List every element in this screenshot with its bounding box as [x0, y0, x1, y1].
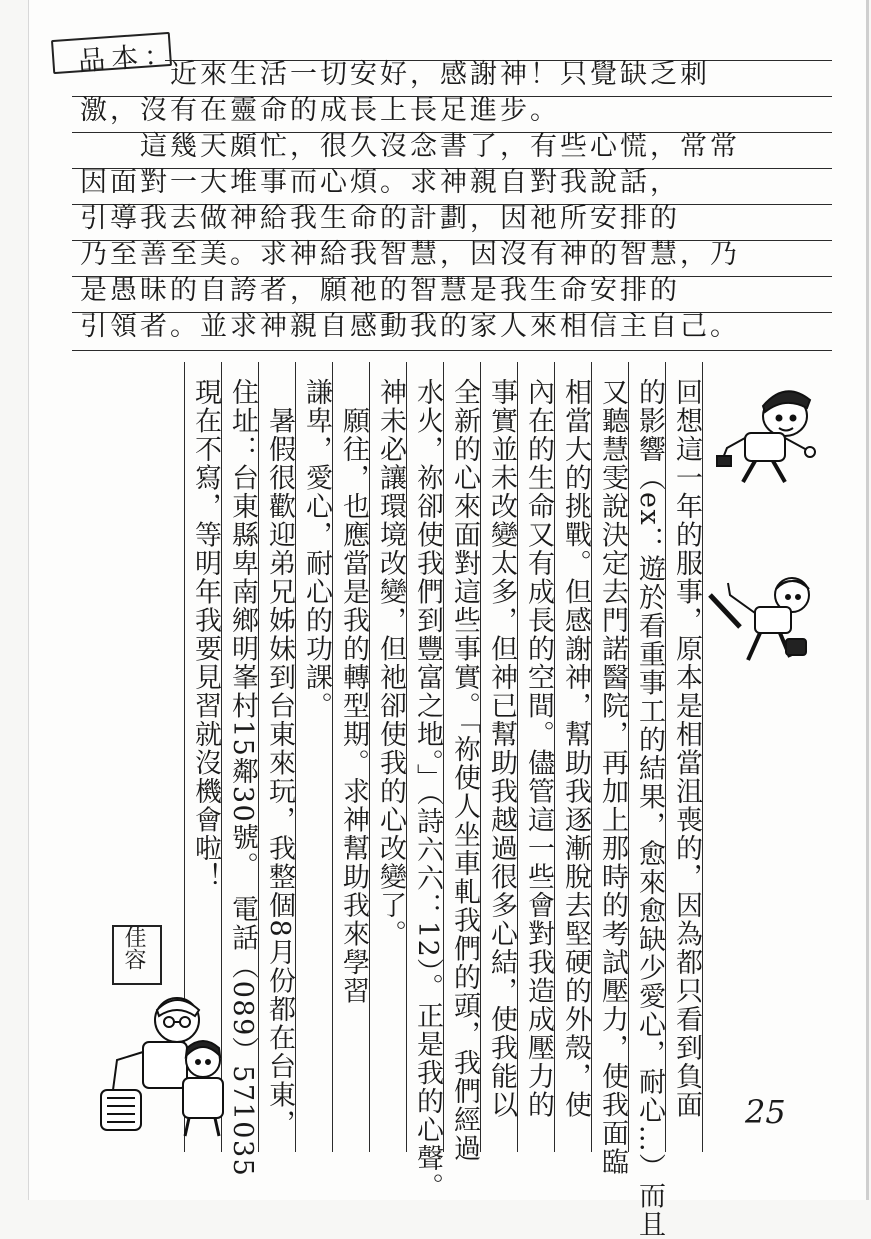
- text-column: 內在的生命又有成長的空間。儘管這一些會對我造成壓力的: [523, 378, 554, 1119]
- text-column: 的影響（ex：遊於看重事工的結果，愈來愈缺少愛心，耐心…）而且: [634, 378, 665, 1239]
- text-line: 是愚昧的自誇者，願祂的智慧是我生命安排的: [80, 275, 680, 306]
- text-column: 現在不寫，等明年我要見習就沒機會啦！: [190, 378, 221, 891]
- text-line: 乃至善至美。求神給我智慧，因沒有神的智慧，乃: [80, 239, 740, 270]
- text-line: 近來生活一切安好，感謝神！只覺缺乏刺: [170, 59, 710, 90]
- cartoon-couple-icon: [95, 990, 235, 1140]
- page-edge: [866, 0, 869, 1200]
- text-column: 又聽慧雯說決定去門諾醫院，再加上那時的考試壓力，使我面臨: [597, 378, 628, 1176]
- text-column: 願往，也應當是我的轉型期。求神幫助我來學習: [338, 378, 369, 1005]
- text-column: 回想這一年的服事，原本是相當沮喪的，因為都只看到負面: [671, 378, 702, 1119]
- text-line: 引導我去做神給我生命的計劃，因祂所安排的: [80, 203, 680, 234]
- section-divider: [72, 350, 832, 351]
- text-column: 事實並未改變太多，但神已幫助我越過很多心結，使我能以: [486, 378, 517, 1119]
- text-line: 因面對一大堆事而心煩。求神親自對我說話，: [80, 167, 680, 198]
- text-column: 住址：台東縣卑南鄉明峯村15鄰30號。 電話（089）571035: [227, 378, 258, 1178]
- text-column: 謙卑，愛心，耐心的功課。: [301, 378, 332, 720]
- cartoon-boy-icon: [715, 378, 825, 488]
- cartoon-girl-flying-icon: [700, 565, 820, 670]
- text-line: 這幾天頗忙，很久沒念書了，有些心慌，常常: [80, 131, 740, 162]
- text-column: 全新的心來面對這些事實。「祢使人坐車軋我們的頭，我們經過: [449, 378, 480, 1163]
- header-label: 品本：: [77, 39, 179, 78]
- text-column: 相當大的挑戰。但感謝神，幫助我逐漸脫去堅硬的外殼，使: [560, 378, 591, 1119]
- text-column: 神未必讓環境改變，但祂卻使我的心改變了。: [375, 378, 406, 948]
- signature: 佳容: [121, 926, 146, 970]
- page-number: 25: [745, 1093, 786, 1131]
- text-column: 水火，祢卻使我們到豐富之地。」（詩六六：12）。正是我的心聲。: [412, 378, 443, 1202]
- text-column: 暑假很歡迎弟兄姊妹到台東來玩，我整個8月份都在台東，: [264, 378, 295, 1138]
- text-line: 激，沒有在靈命的成長上長足進步。: [80, 95, 560, 126]
- text-line: 引領者。並求神親自感動我的家人來相信主自己。: [80, 311, 740, 342]
